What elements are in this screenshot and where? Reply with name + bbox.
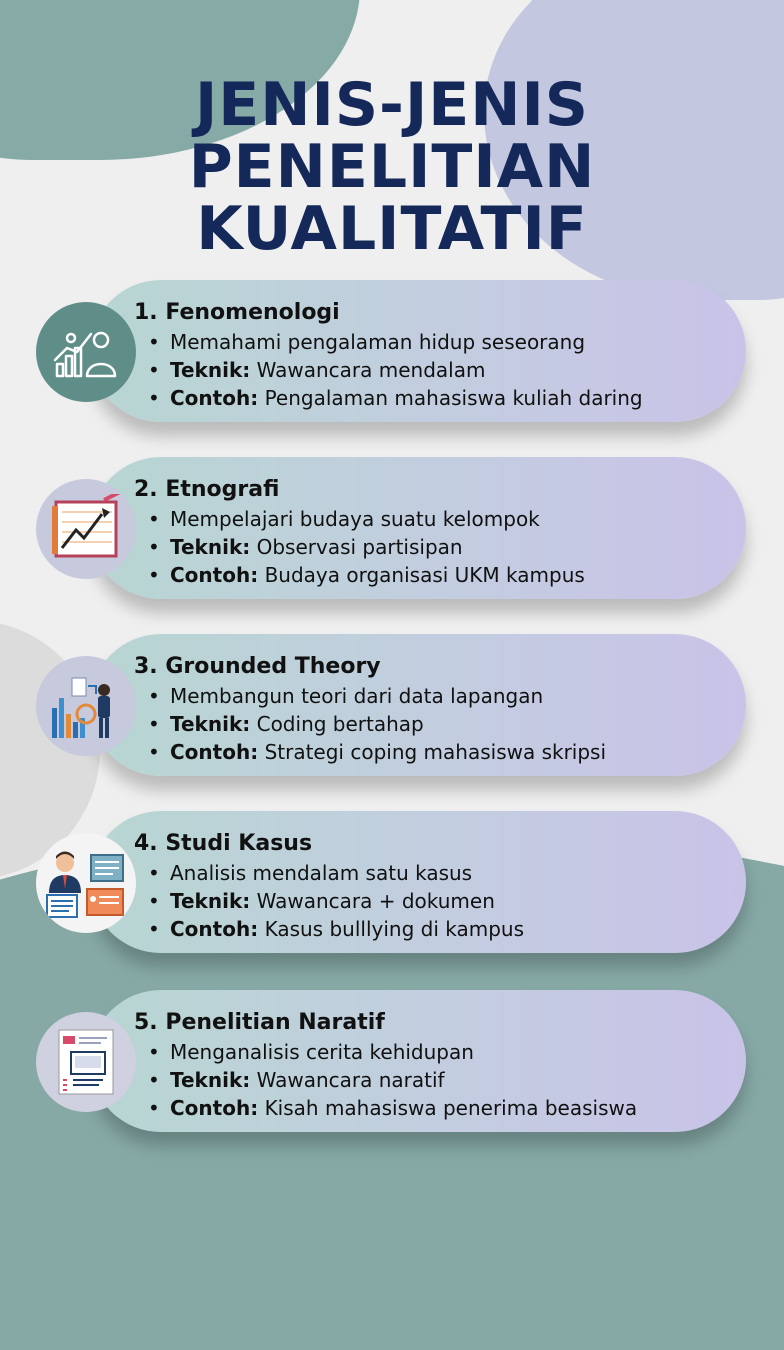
- card-contoh: [134, 1094, 726, 1122]
- card-heading: 3. Grounded Theory: [134, 654, 381, 679]
- card-heading: 5. Penelitian Naratif: [134, 1010, 385, 1035]
- document-report-icon: [36, 1012, 136, 1112]
- contoh-label: Contoh:: [170, 1096, 259, 1120]
- contoh-value: Kasus bulllying di kampus: [264, 917, 524, 941]
- teknik-value: Wawancara + dokumen: [256, 889, 495, 913]
- card-text: [134, 829, 726, 943]
- card-point: [134, 505, 726, 533]
- page-title: [0, 70, 784, 264]
- card-teknik: [134, 356, 726, 384]
- teknik-value: Observasi partisipan: [256, 535, 463, 559]
- data-analysis-icon: [36, 656, 136, 756]
- card-heading: 2. Etnografi: [134, 477, 280, 502]
- card-penelitian-naratif: [90, 990, 746, 1132]
- contoh-value: Pengalaman mahasiswa kuliah daring: [264, 386, 643, 410]
- card-text: [134, 298, 726, 412]
- card-contoh: [134, 561, 726, 589]
- card-text: [134, 652, 726, 766]
- card-point: [134, 682, 726, 710]
- contoh-value: Budaya organisasi UKM kampus: [264, 563, 585, 587]
- title-line-3: KUALITATIF: [196, 194, 588, 264]
- teknik-value: Wawancara mendalam: [256, 358, 486, 382]
- card-etnografi: [90, 457, 746, 599]
- person-documents-icon: [36, 833, 136, 933]
- card-point: [134, 1038, 726, 1066]
- teknik-value: Wawancara naratif: [256, 1068, 445, 1092]
- card-text: [134, 1008, 726, 1122]
- teknik-label: Teknik:: [170, 712, 251, 736]
- card-point: [134, 859, 726, 887]
- card-fenomenologi: [90, 280, 746, 422]
- contoh-label: Contoh:: [170, 386, 259, 410]
- teknik-label: Teknik:: [170, 535, 251, 559]
- point-text: Membangun teori dari data lapangan: [170, 684, 544, 708]
- contoh-value: Kisah mahasiswa penerima beasiswa: [264, 1096, 638, 1120]
- card-contoh: [134, 915, 726, 943]
- teknik-label: Teknik:: [170, 358, 251, 382]
- contoh-label: Contoh:: [170, 563, 259, 587]
- contoh-value: Strategi coping mahasiswa skripsi: [264, 740, 607, 764]
- title-line-2: PENELITIAN: [188, 132, 596, 202]
- card-text: [134, 475, 726, 589]
- growth-people-icon: [36, 302, 136, 402]
- card-studi-kasus: [90, 811, 746, 953]
- point-text: Memahami pengalaman hidup seseorang: [170, 330, 586, 354]
- card-teknik: [134, 1066, 726, 1094]
- teknik-label: Teknik:: [170, 889, 251, 913]
- contoh-label: Contoh:: [170, 917, 259, 941]
- card-contoh: [134, 384, 726, 412]
- card-contoh: [134, 738, 726, 766]
- point-text: Analisis mendalam satu kasus: [170, 861, 473, 885]
- notebook-chart-icon: [36, 479, 136, 579]
- card-teknik: [134, 887, 726, 915]
- card-point: [134, 328, 726, 356]
- point-text: Mempelajari budaya suatu kelompok: [170, 507, 540, 531]
- teknik-label: Teknik:: [170, 1068, 251, 1092]
- card-teknik: [134, 710, 726, 738]
- card-grounded-theory: [90, 634, 746, 776]
- teknik-value: Coding bertahap: [256, 712, 424, 736]
- card-heading: 4. Studi Kasus: [134, 831, 313, 856]
- card-teknik: [134, 533, 726, 561]
- title-line-1: JENIS-JENIS: [194, 70, 590, 140]
- card-heading: 1. Fenomenologi: [134, 300, 340, 325]
- point-text: Menganalisis cerita kehidupan: [170, 1040, 474, 1064]
- contoh-label: Contoh:: [170, 740, 259, 764]
